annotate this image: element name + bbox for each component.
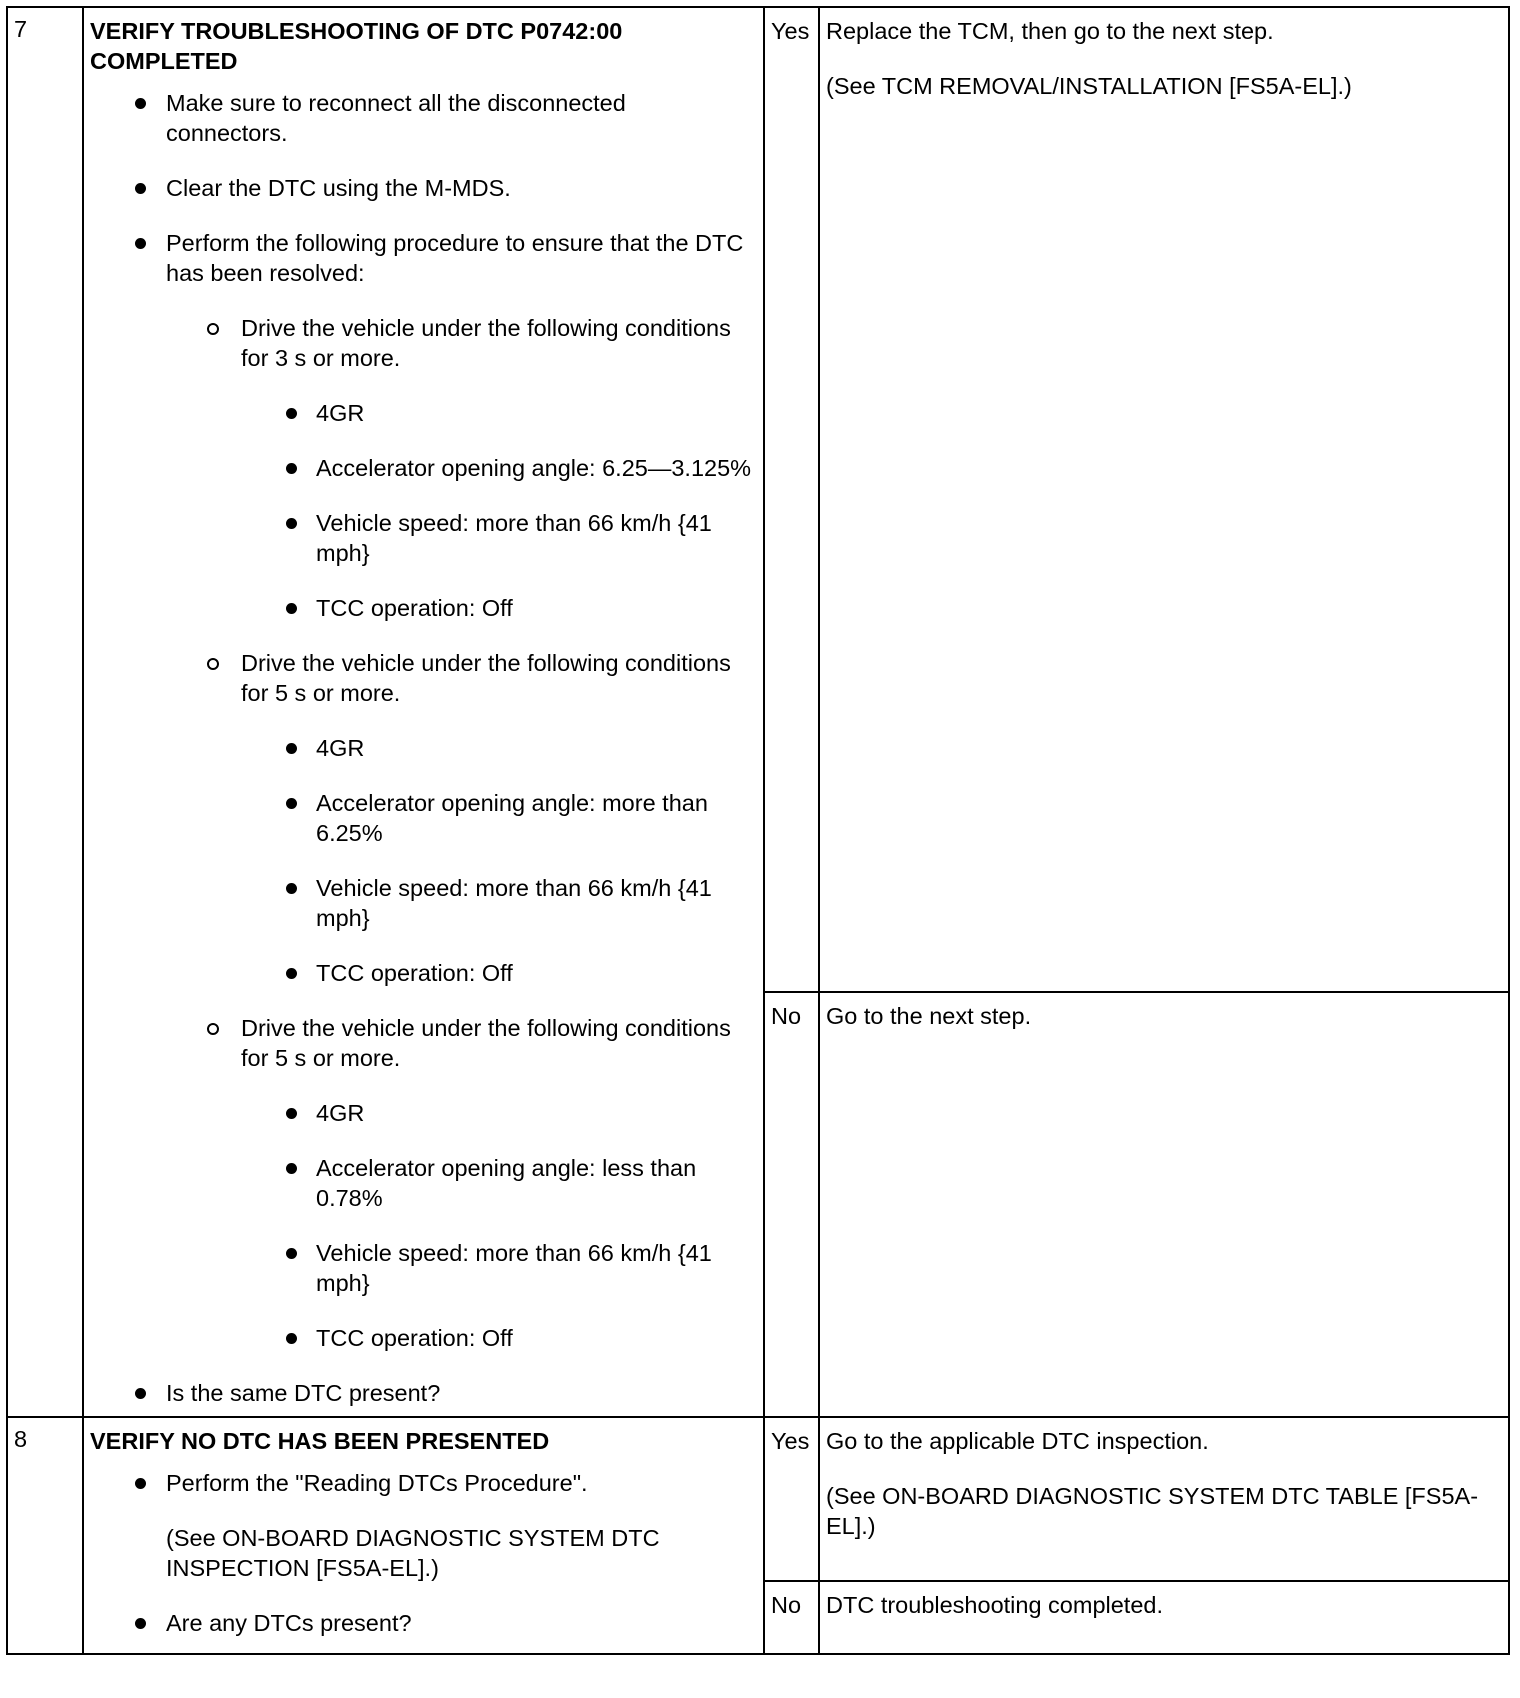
list-item: Make sure to reconnect all the disconnected connectors.: [90, 88, 753, 148]
list-item: TCC operation: Off: [90, 593, 753, 623]
list-item: 4GR: [90, 733, 753, 763]
step-7-yes-label-cell: [764, 7, 819, 992]
bullet-icon: [286, 603, 297, 614]
bullet-icon: [286, 883, 297, 894]
bullet-icon: [286, 1163, 297, 1174]
list-item: 4GR: [90, 1098, 753, 1128]
bullet-icon: [135, 1388, 146, 1399]
step-8-no-label-cell: [764, 1581, 819, 1654]
list-item: Accelerator opening angle: 6.25—3.125%: [90, 453, 753, 483]
reference-text: (See TCM REMOVAL/INSTALLATION [FS5A-EL].): [826, 73, 1352, 99]
step-7-yes-action-cell: [819, 7, 1509, 992]
no-label: No: [771, 1592, 802, 1618]
bullet-icon: [286, 1333, 297, 1344]
step-8-number-cell: [7, 1417, 83, 1654]
list-item: Drive the vehicle under the following conditions for 3 s or more.: [90, 313, 753, 373]
step-number: 7: [14, 16, 28, 42]
list-item: TCC operation: Off: [90, 958, 753, 988]
step-8-yes-action-cell: [819, 1417, 1509, 1581]
list-item: Vehicle speed: more than 66 km/h {41 mph}: [90, 1238, 753, 1298]
bullet-icon: [286, 463, 297, 474]
yes-label: Yes: [771, 1428, 810, 1454]
bullet-icon: [286, 518, 297, 529]
list-item: Perform the following procedure to ensure that the DTC has been resolved:: [90, 228, 753, 288]
bullet-icon: [135, 238, 146, 249]
list-item: Are any DTCs present?: [90, 1608, 753, 1638]
step-title: VERIFY NO DTC HAS BEEN PRESENTED: [90, 1428, 550, 1454]
bullet-icon: [135, 98, 146, 109]
list-item: Perform the "Reading DTCs Procedure".: [90, 1468, 753, 1498]
circle-bullet-icon: [207, 1023, 219, 1035]
action-text: DTC troubleshooting completed.: [826, 1592, 1164, 1618]
bullet-icon: [286, 743, 297, 754]
bullet-icon: [286, 1108, 297, 1119]
list-item: TCC operation: Off: [90, 1323, 753, 1353]
list-item: Drive the vehicle under the following conditions for 5 s or more.: [90, 648, 753, 708]
step-7-description-cell: [83, 7, 764, 1417]
circle-bullet-icon: [207, 323, 219, 335]
step-8-no-action-cell: [819, 1581, 1509, 1654]
list-item: Accelerator opening angle: less than 0.78%: [90, 1153, 753, 1213]
step-title: VERIFY TROUBLESHOOTING OF DTC P0742:00 COMPLETED: [90, 18, 623, 74]
reference-text: (See ON-BOARD DIAGNOSTIC SYSTEM DTC INSPECTION [FS5A-EL].): [166, 1525, 660, 1581]
step-7-no-action-cell: [819, 992, 1509, 1417]
bullet-icon: [135, 1618, 146, 1629]
bullet-icon: [286, 1248, 297, 1259]
list-item: Vehicle speed: more than 66 km/h {41 mph}: [90, 508, 753, 568]
list-item: Accelerator opening angle: more than 6.25%: [90, 788, 753, 848]
list-item: Drive the vehicle under the following conditions for 5 s or more.: [90, 1013, 753, 1073]
list-item: 4GR: [90, 398, 753, 428]
bullet-icon: [135, 1478, 146, 1489]
reference-text: (See ON-BOARD DIAGNOSTIC SYSTEM DTC TABLE [FS5A-EL].): [826, 1483, 1479, 1539]
bullet-icon: [286, 798, 297, 809]
step-7-number-cell: [7, 7, 83, 1417]
bullet-icon: [286, 968, 297, 979]
step-7-no-label-cell: [764, 992, 819, 1417]
yes-label: Yes: [771, 18, 810, 44]
circle-bullet-icon: [207, 658, 219, 670]
no-label: No: [771, 1002, 802, 1029]
step-number: 8: [14, 1426, 28, 1452]
step-7-yes-row: [7, 7, 1509, 992]
list-item: Clear the DTC using the M-MDS.: [90, 173, 753, 203]
step-8-yes-label-cell: [764, 1417, 819, 1581]
bullet-icon: [286, 408, 297, 419]
step-8-description-cell: [83, 1417, 764, 1654]
action-text: Replace the TCM, then go to the next step.: [826, 18, 1274, 44]
action-text: Go to the next step.: [826, 1002, 1032, 1029]
troubleshooting-table: [6, 6, 1510, 1655]
bullet-icon: [135, 183, 146, 194]
list-item: Vehicle speed: more than 66 km/h {41 mph}: [90, 873, 753, 933]
action-text: Go to the applicable DTC inspection.: [826, 1428, 1209, 1454]
list-item: Is the same DTC present?: [90, 1378, 753, 1408]
step-8-yes-row: [7, 1417, 1509, 1581]
